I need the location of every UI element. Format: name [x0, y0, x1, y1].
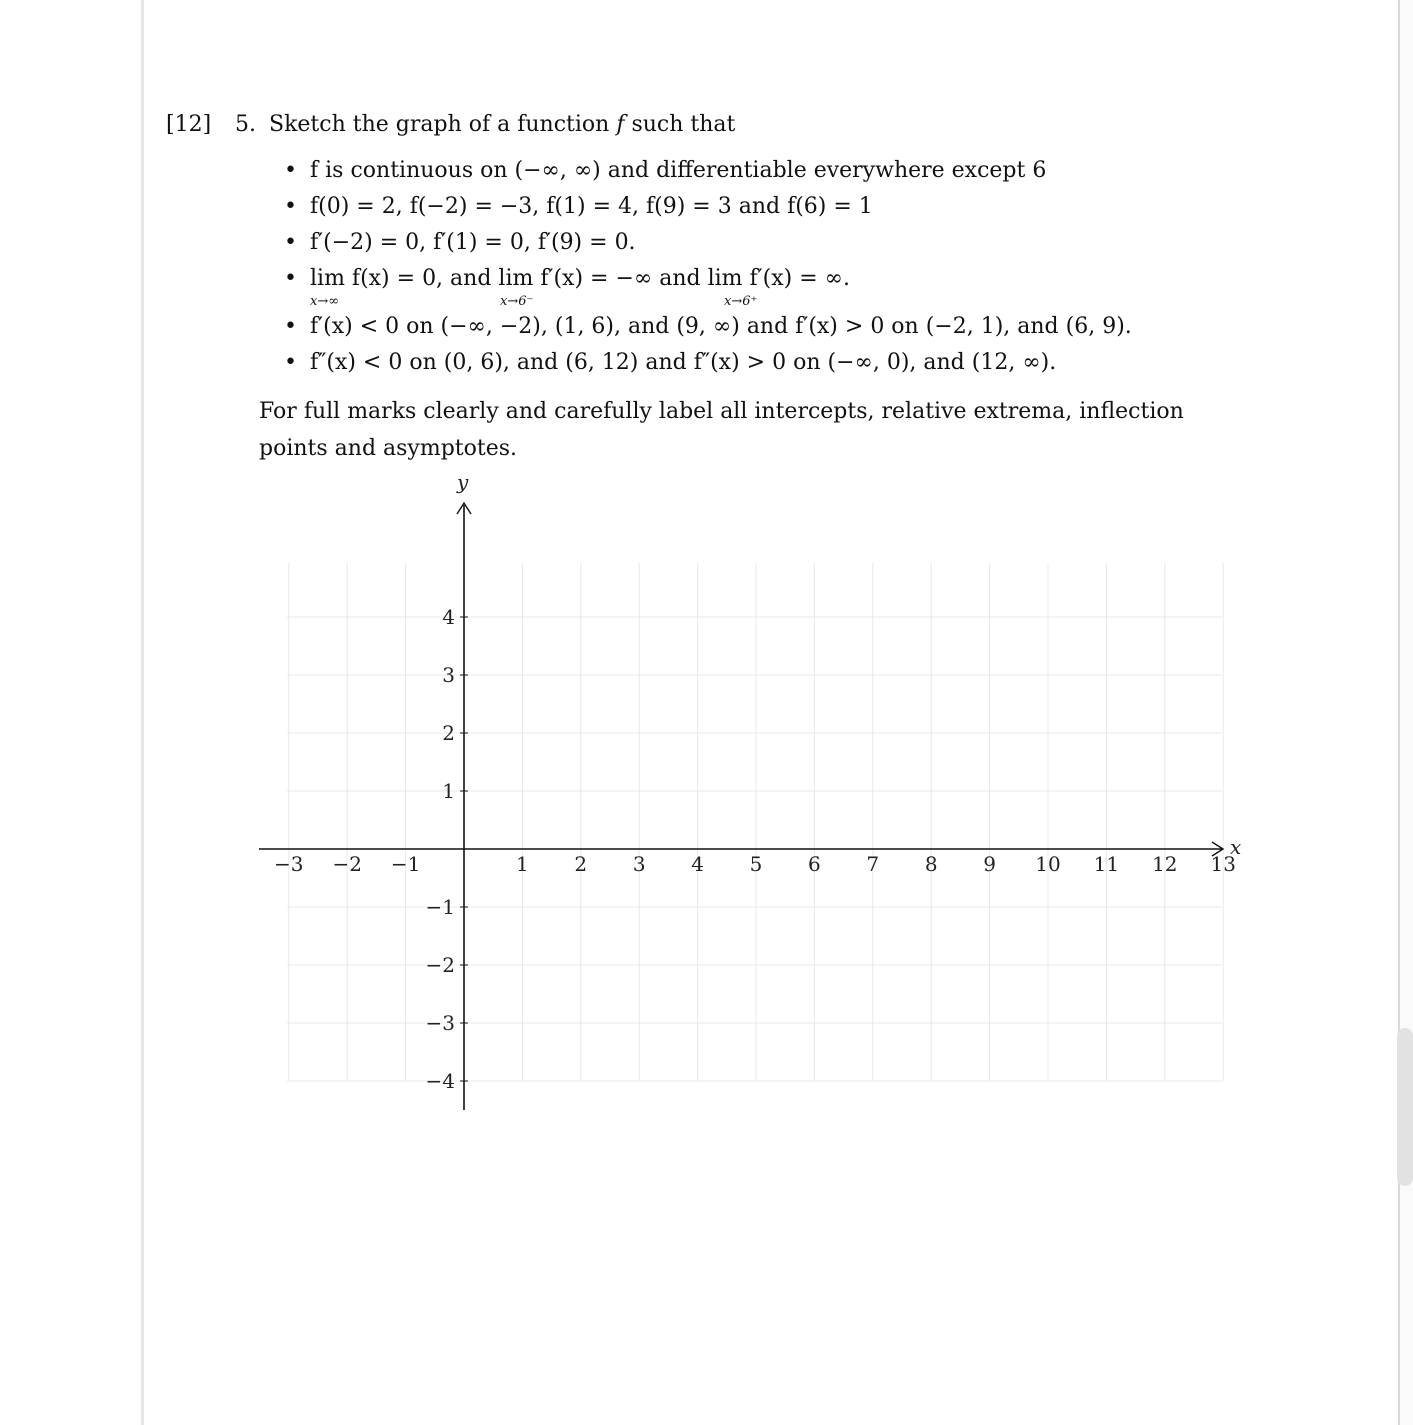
question-number: 5.	[235, 112, 256, 137]
question-function-symbol: f	[616, 112, 625, 137]
x-tick-label: 4	[691, 852, 704, 876]
x-tick-label: 11	[1093, 852, 1120, 876]
y-tick-label: −3	[425, 1011, 455, 1035]
condition-text: f′(−2) = 0, f′(1) = 0, f′(9) = 0.	[310, 230, 636, 255]
instruction-text: For full marks clearly and carefully label all intercepts, relative extrema, inflection points and asymptotes.	[259, 399, 1184, 461]
x-tick-label: 5	[749, 852, 763, 876]
y-tick-label: 2	[442, 721, 455, 745]
x-axis-label: x	[1230, 835, 1242, 859]
y-axis-label: y	[457, 470, 469, 494]
x-tick-label: 7	[866, 852, 880, 876]
condition-text: f″(x) < 0 on (0, 6), and (6, 12) and f″(x) > 0 on (−∞, 0), and (12, ∞).	[310, 350, 1057, 375]
x-tick-label: 2	[574, 852, 588, 876]
condition-text: lim f(x) = 0, and lim f′(x) = −∞ and lim f′(x) = ∞.	[310, 266, 850, 291]
y-tick-label: −2	[425, 953, 455, 977]
y-tick-label: −4	[425, 1069, 455, 1093]
x-tick-label: −3	[274, 852, 304, 876]
x-tick-label: 13	[1210, 852, 1236, 876]
x-tick-label: 1	[516, 852, 529, 876]
limit-subscript-2: x→6⁻	[500, 294, 534, 309]
x-tick-label: 3	[632, 852, 646, 876]
x-tick-label: 9	[983, 852, 996, 876]
question-points: [12]	[166, 112, 212, 137]
y-tick-label: 3	[442, 663, 455, 687]
x-tick-label: 6	[808, 852, 821, 876]
axes	[259, 470, 1241, 1110]
x-tick-label: 8	[924, 852, 938, 876]
condition-text: f is continuous on (−∞, ∞) and differentiable everywhere except 6	[310, 158, 1047, 183]
condition-text: f(0) = 2, f(−2) = −3, f(1) = 4, f(9) = 3 and f(6) = 1	[310, 194, 873, 219]
x-tick-label: 12	[1152, 852, 1178, 876]
grid-lines	[287, 563, 1223, 1081]
condition-text: f′(x) < 0 on (−∞, −2), (1, 6), and (9, ∞) and f′(x) > 0 on (−2, 1), and (6, 9).	[310, 314, 1132, 339]
question-prompt-end: such that	[631, 112, 736, 137]
x-tick-label: 10	[1035, 852, 1061, 876]
x-tick-label: −1	[390, 852, 421, 876]
x-tick-label: −2	[332, 852, 362, 876]
question-prompt: Sketch the graph of a function	[269, 112, 610, 137]
y-tick-label: 4	[442, 605, 455, 629]
limit-subscript-1: x→∞	[310, 294, 340, 309]
y-tick-label: −1	[425, 895, 455, 919]
limit-subscript-3: x→6⁺	[724, 294, 758, 309]
y-tick-label: 1	[442, 779, 455, 803]
